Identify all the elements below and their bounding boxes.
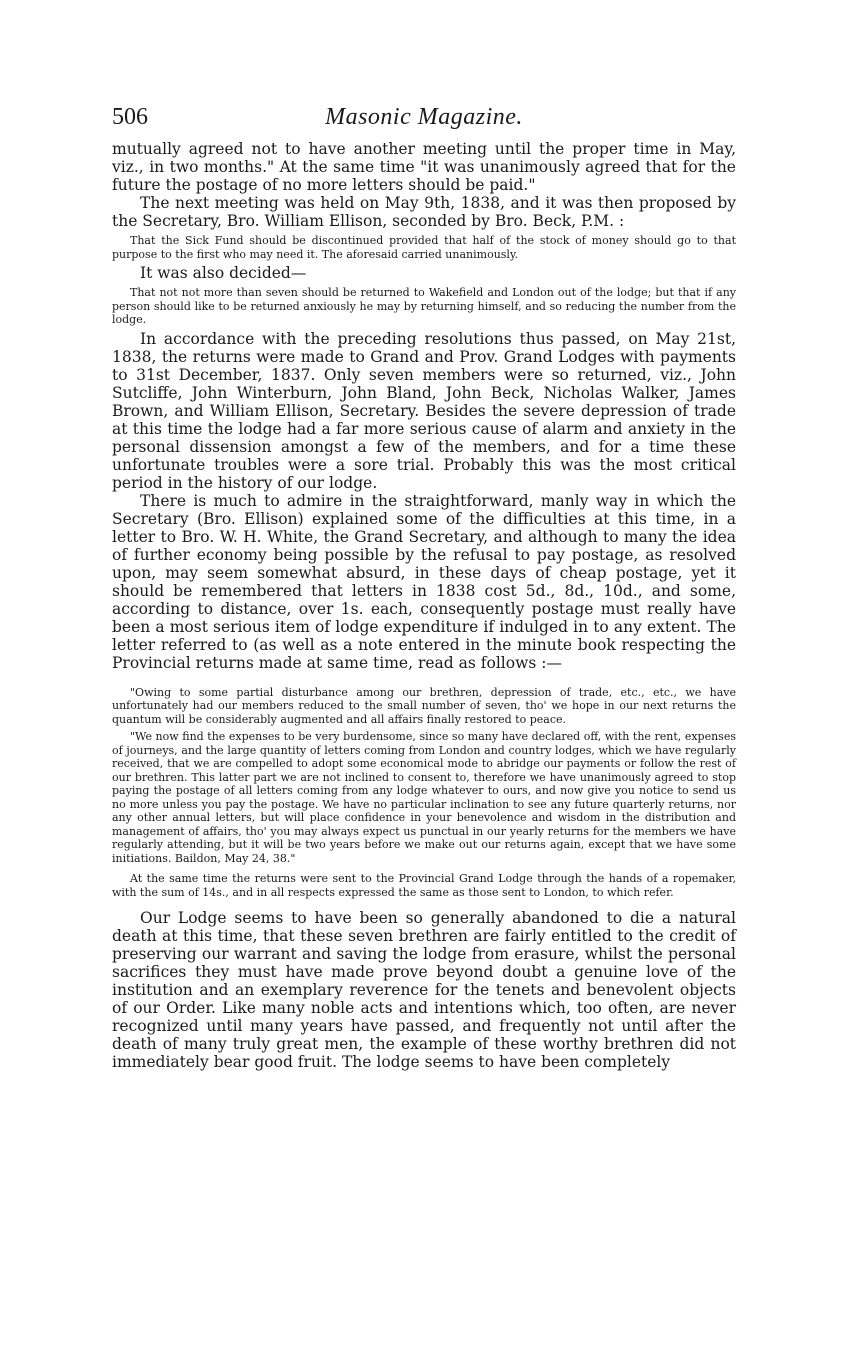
- quote-returned: That not not more than seven should be returned to Wakefield and London out of the lodge; but that if any person should like to be returned anxiously he may by returning himself, and so reducing the number from the lodge.: [112, 286, 736, 326]
- paragraph-admire: There is much to admire in the straightforward, manly way in which the Secretary (Bro. Ellison) explained some of the difficulties at this time, in a letter to Bro. W. H. White, the Grand Secretary, and although to many the idea of further economy being possible by the refusal to pay postage, as resolved upon, may seem somewhat absurd, in these days of cheap postage, yet it should be remembered that letters in 1838 cost 5d., 8d., 10d., and some, according to distance, over 1s. each, consequently postage must really have been a most serious item of lodge expenditure if indulged in to any extent. The letter referred to (as well as a note entered in the minute book respecting the Provincial returns made at same time, read as follows :—: [112, 491, 736, 672]
- paragraph-abandoned: Our Lodge seems to have been so generally abandoned to die a natural death at this time, that these seven brethren are fairly entitled to the credit of preserving our warrant and saving the lodge from erasure, whilst the personal sacrifices they must have made prove beyond doubt a genuine love of the institution and an exemplary reverence for the tenets and benevolent objects of our Order. Like many noble acts and intentions which, too often, are never recognized until many years have passed, and frequently not until after the death of many truly great men, the example of these worthy brethren did not immediately bear good fruit. The lodge seems to have been completely: [112, 909, 736, 1071]
- paragraph-continuation: mutually agreed not to have another meeting until the proper time in May, viz., in two months." At the same time "it was unanimously agreed that for the future the postage of no more letters should be paid.": [112, 140, 736, 194]
- letter-expenses: "We now find the expenses to be very burdensome, since so many have declared off, with the rent, expenses of journeys, and the large quantity of letters coming from London and country lodges, which we have regularly received, that we are compelled to adopt some economical mode to abridge our payments or follow the rest of our brethren. This latter part we are not inclined to consent to, therefore we have unanimously agreed to stop paying the postage of all letters coming from any lodge whatever to ours, and now give you notice to send us no more unless you pay the postage. We have no particular inclination to see any future quarterly returns, nor any other annual letters, but will place confidence in your benevolence and wisdom in the distribution and management of affairs, tho' you may always expect us punctual in our yearly returns for the members we have regularly attending, but it will be two years before we make out our returns again, except that we have some initiations. Baildon, May 24, 38.": [112, 730, 736, 865]
- running-title: Masonic Magazine.: [325, 104, 523, 130]
- quote-sick-fund: That the Sick Fund should be discontinued provided that half of the stock of money should go to that purpose to the first who may need it. The aforesaid carried unanimously.: [112, 234, 736, 261]
- page: [112, 100, 736, 1071]
- page-number: 506: [112, 104, 148, 130]
- letter-owing: "Owing to some partial disturbance among our brethren, depression of trade, etc., etc., we have unfortunately had our members reduced to the small number of seven, tho' we hope in our next returns the quantum will be considerably augmented and all affairs finally restored to peace.: [112, 685, 736, 726]
- paragraph-also-decided: It was also decided—: [140, 264, 307, 282]
- note-same-time: At the same time the returns were sent to the Provincial Grand Lodge through the hands of a ropemaker, with the sum of 14s., and in all respects expressed the same as those sent to London, to which refer.: [112, 872, 736, 899]
- paragraph-next-meeting: The next meeting was held on May 9th, 1838, and it was then proposed by the Secretary, Bro. William Ellison, seconded by Bro. Beck, P.M. :: [112, 194, 736, 230]
- paragraph-accordance: In accordance with the preceding resolutions thus passed, on May 21st, 1838, the returns were made to Grand and Prov. Grand Lodges with payments to 31st December, 1837. Only seven members were so returned, viz., John Sutcliffe, John Winterburn, John Bland, John Beck, Nicholas Walker, James Brown, and William Ellison, Secretary. Besides the severe depression of trade at this time the lodge had a far more serious cause of alarm and anxiety in the personal dissension amongst a few of the members, and for a time these unfortunate troubles were a sore trial. Probably this was the most critical period in the history of our lodge.: [112, 329, 736, 492]
- page-header: [112, 100, 736, 140]
